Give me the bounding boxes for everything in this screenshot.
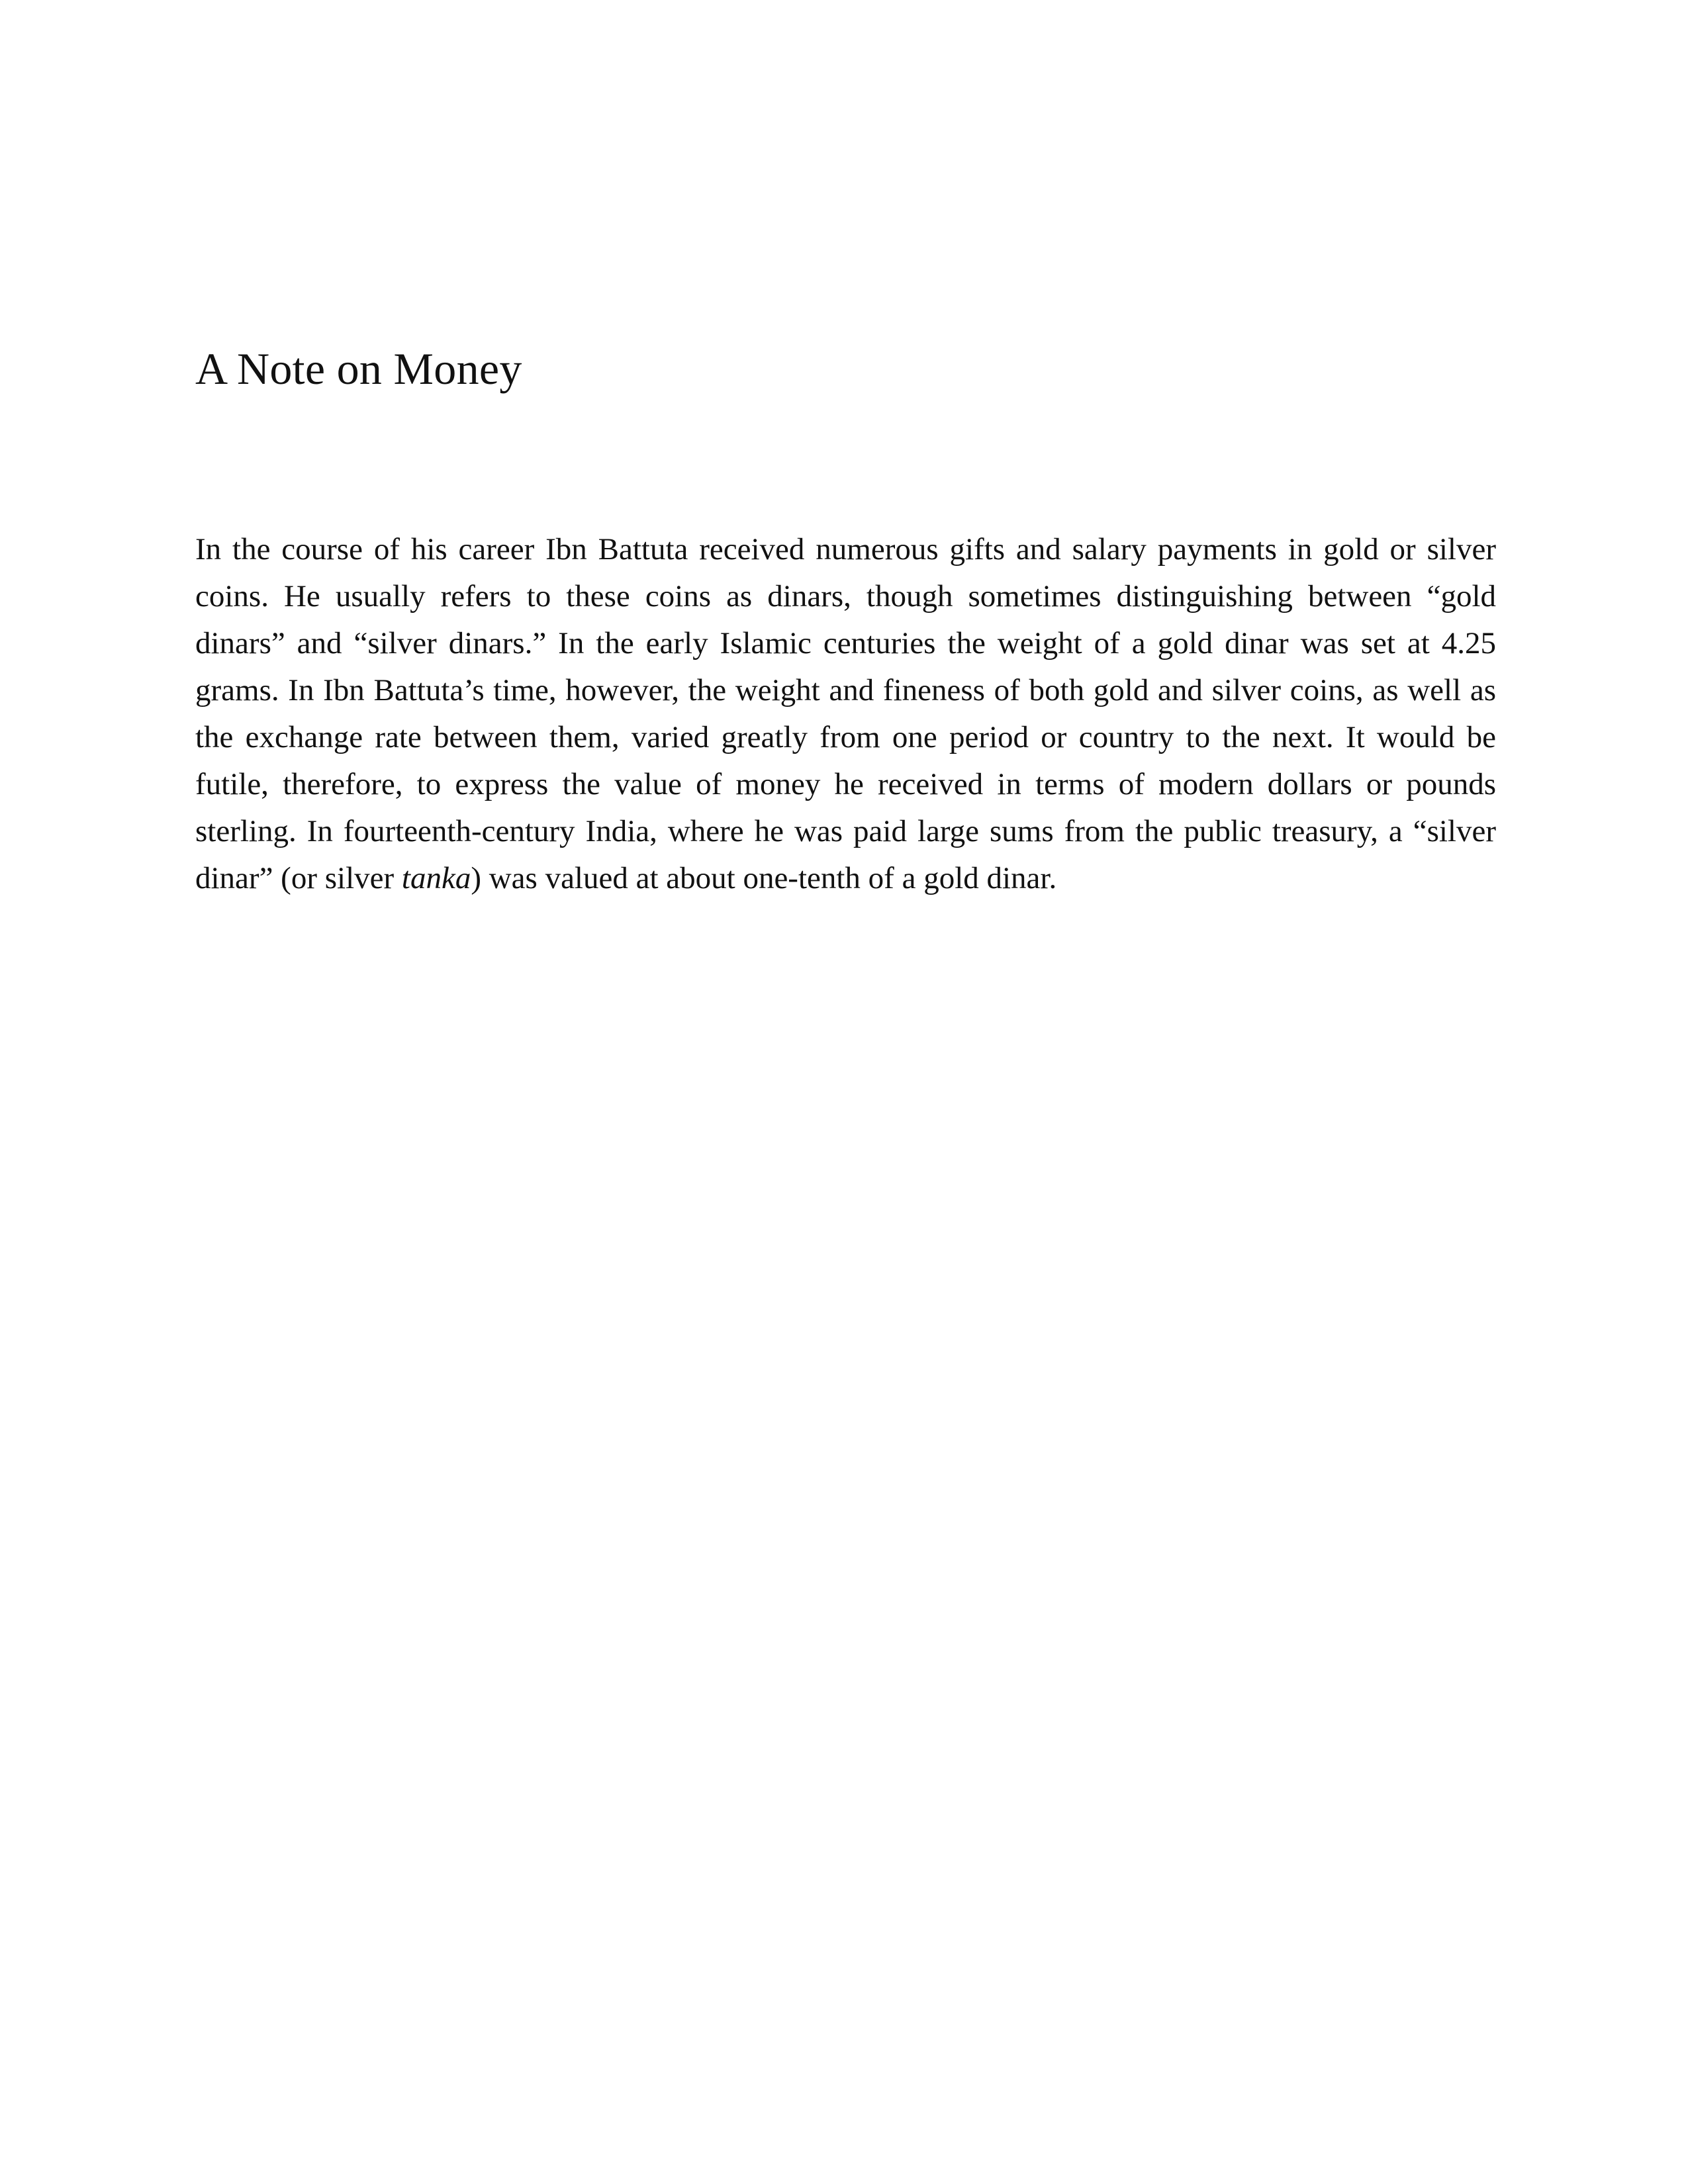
body-paragraph: In the course of his career Ibn Battuta received numerous gifts and salary payments in gold or silver coins. He usually refers to these coins as dinars, though sometimes distinguishing between “gold dinars” and “silver dinars.” In the early Islamic centuries the weight of a gold dinar was set at 4.25 grams. In Ibn Battuta’s time, however, the weight and fineness of both gold and silver coins, as well as the exchange rate between them, varied greatly from one period or country to the next. It would be futile, therefore, to express the value of money he received in terms of modern dollars or pounds sterling. In fourteenth-century India, where he was paid large sums from the public treasury, a “silver dinar” (or silver tanka) was valued at about one-tenth of a gold dinar. xyxy=(195,531,1496,895)
page-title: A Note on Money xyxy=(195,343,522,394)
page-content xyxy=(195,344,1496,902)
italic-term: tanka xyxy=(401,860,471,895)
